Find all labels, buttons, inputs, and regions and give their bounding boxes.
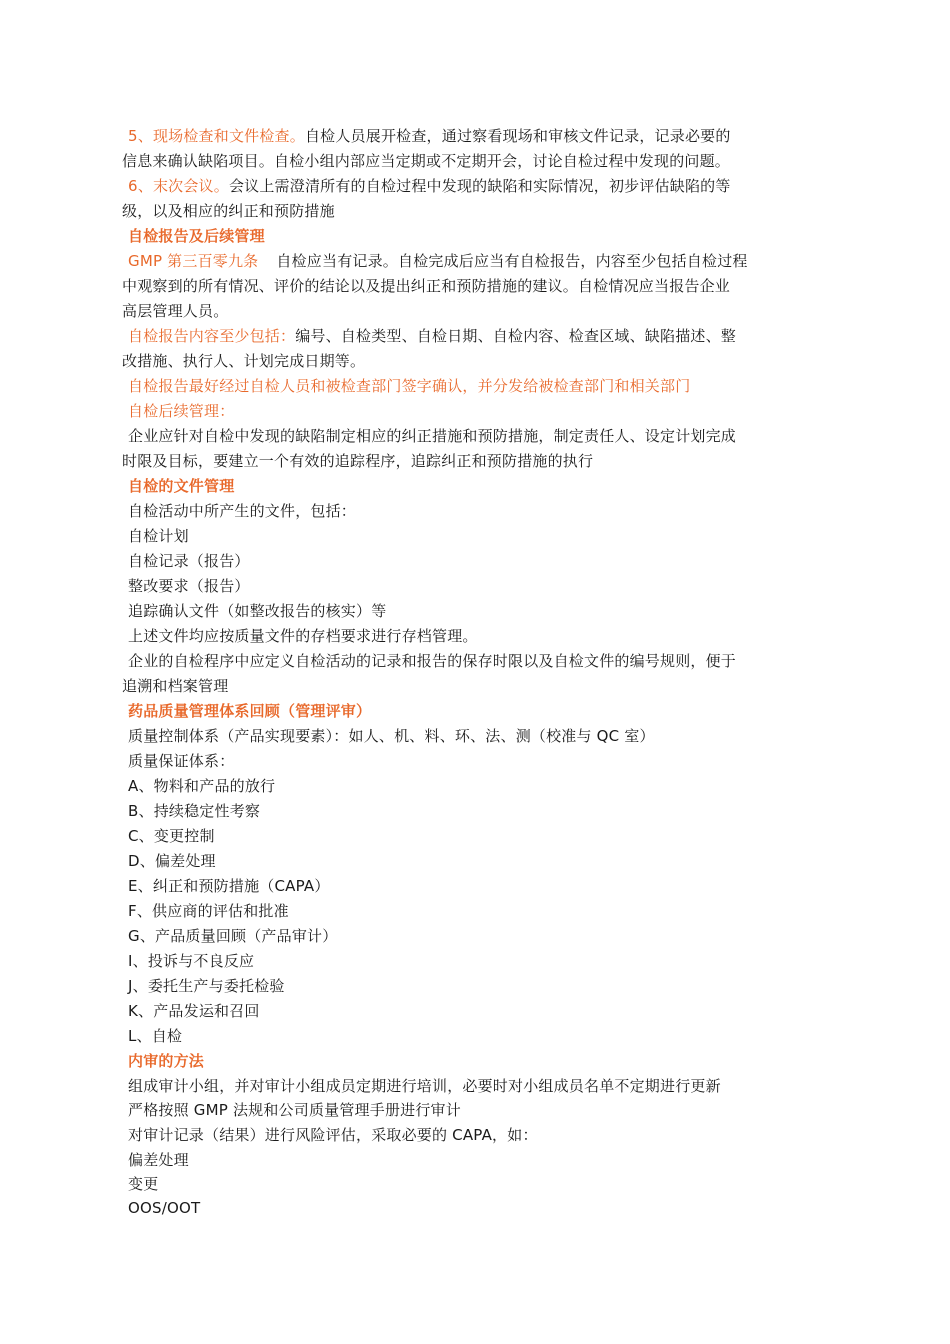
report-heading: 自检报告及后续管理 — [128, 227, 265, 245]
report-content-text: 编号、自检类型、自检日期、自检内容、检查区域、缺陷描述、整 — [295, 327, 737, 345]
followup-label: 自检后续管理： — [128, 402, 235, 420]
assurance-item: L、自检 — [128, 1027, 183, 1045]
audit-line: 严格按照 GMP 法规和公司质量管理手册进行审计 — [128, 1101, 461, 1119]
docs-item: 追踪确认文件（如整改报告的核实）等 — [128, 602, 387, 620]
audit-line: 组成审计小组，并对审计小组成员定期进行培训，必要时对小组成员名单不定期进行更新 — [128, 1077, 721, 1095]
assurance-item: G、产品质量回顾（产品审计） — [128, 927, 338, 945]
audit-line: 变更 — [128, 1175, 159, 1193]
docs-item: 整改要求（报告） — [128, 577, 250, 595]
audit-line: 偏差处理 — [128, 1151, 189, 1169]
docs-rule-continuation: 追溯和档案管理 — [122, 677, 229, 695]
assurance-item: F、供应商的评估和批准 — [128, 902, 289, 920]
item-6-line — [122, 176, 828, 196]
item-6-continuation: 级，以及相应的纠正和预防措施 — [122, 202, 335, 220]
gmp-309-label: GMP 第三百零九条 — [128, 252, 259, 270]
assurance-item: C、变更控制 — [128, 827, 215, 845]
docs-item: 自检记录（报告） — [128, 552, 250, 570]
docs-item: 自检计划 — [128, 527, 189, 545]
assurance-item: I、投诉与不良反应 — [128, 952, 255, 970]
audit-line: 对审计记录（结果）进行风险评估，采取必要的 CAPA，如： — [128, 1126, 538, 1144]
assurance-item: A、物料和产品的放行 — [128, 777, 276, 795]
quality-control-system: 质量控制体系（产品实现要素）：如人、机、料、环、法、测（校准与 QC 室） — [128, 727, 655, 745]
review-heading: 药品质量管理体系回顾（管理评审） — [128, 702, 372, 720]
assurance-item: E、纠正和预防措施（CAPA） — [128, 877, 330, 895]
report-content-label: 自检报告内容至少包括： — [128, 327, 296, 345]
item-5-label: 5、现场检查和文件检查。 — [128, 127, 305, 145]
item-5-line — [122, 126, 828, 146]
assurance-item: D、偏差处理 — [128, 852, 216, 870]
docs-archive: 上述文件均应按质量文件的存档要求进行存档管理。 — [128, 627, 478, 645]
item-6-text: 会议上需澄清所有的自检过程中发现的缺陷和实际情况，初步评估缺陷的等 — [228, 177, 731, 195]
audit-line: OOS/OOT — [128, 1199, 201, 1217]
gmp-309-continuation-1: 中观察到的所有情况、评价的结论以及提出纠正和预防措施的建议。自检情况应当报告企业 — [122, 277, 731, 295]
item-6-label: 6、末次会议。 — [128, 177, 229, 195]
item-5-continuation: 信息来确认缺陷项目。自检小组内部应当定期或不定期开会，讨论自检过程中发现的问题。 — [122, 152, 731, 170]
item-5-text: 自检人员展开检查，通过察看现场和审核文件记录，记录必要的 — [304, 127, 731, 145]
gmp-309-continuation-2: 高层管理人员。 — [122, 302, 229, 320]
assurance-item: J、委托生产与委托检验 — [128, 977, 285, 995]
gmp-309-text: 自检应当有记录。自检完成后应当有自检报告，内容至少包括自检过程 — [276, 252, 748, 270]
report-signoff: 自检报告最好经过自检人员和被检查部门签字确认，并分发给被检查部门和相关部门 — [128, 377, 691, 395]
quality-assurance-system: 质量保证体系： — [128, 752, 235, 770]
report-content-line — [122, 326, 828, 346]
docs-rule: 企业的自检程序中应定义自检活动的记录和报告的保存时限以及自检文件的编号规则，便于 — [128, 652, 737, 670]
report-content-continuation: 改措施、执行人、计划完成日期等。 — [122, 352, 366, 370]
followup-continuation: 时限及目标，要建立一个有效的追踪程序，追踪纠正和预防措施的执行 — [122, 452, 594, 470]
docs-intro: 自检活动中所产生的文件，包括： — [128, 502, 357, 520]
docs-heading: 自检的文件管理 — [128, 477, 235, 495]
gmp-309-line — [122, 251, 828, 271]
audit-heading: 内审的方法 — [128, 1052, 205, 1070]
assurance-item: B、持续稳定性考察 — [128, 802, 261, 820]
followup-text: 企业应针对自检中发现的缺陷制定相应的纠正措施和预防措施，制定责任人、设定计划完成 — [128, 427, 737, 445]
assurance-item: K、产品发运和召回 — [128, 1002, 260, 1020]
